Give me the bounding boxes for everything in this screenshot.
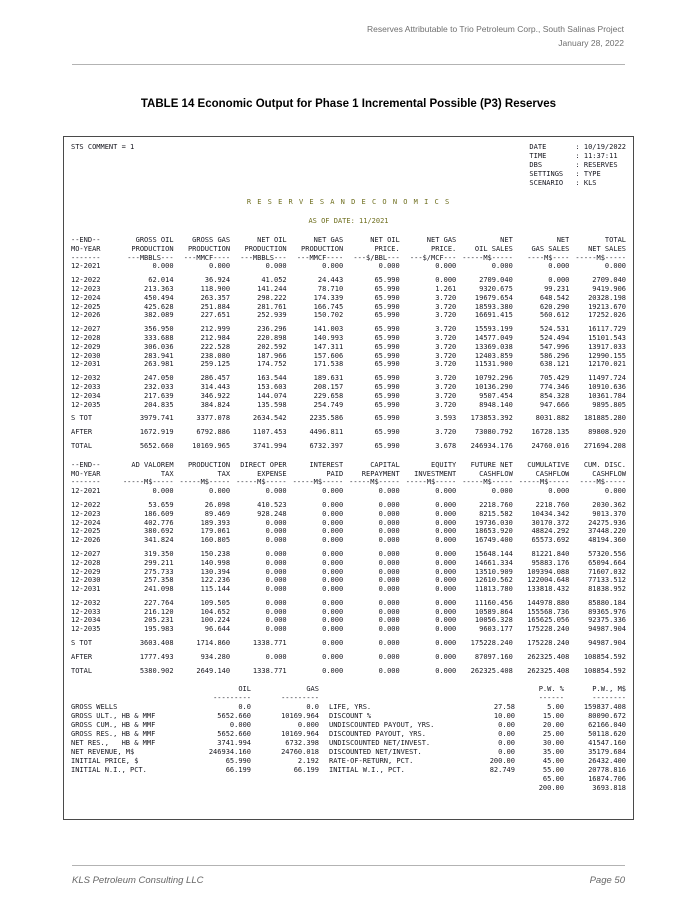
present-worth-dashes: ------ -------- (538, 694, 626, 703)
report-meta (529, 143, 626, 188)
metric-row: DISCOUNTED NET/INVEST. 0.00 (329, 748, 515, 757)
table-row: TOTAL 5652.660 10169.965 3741.994 6732.397 65.990 3.678 246934.176 24760.016 271694.208 (71, 441, 626, 450)
present-worth-header (522, 685, 626, 694)
column-header: EQUITY INVESTMENT -----M$----- (405, 460, 457, 487)
page-title: TABLE 14 Economic Output for Phase 1 Incremental Possible (P3) Reserves (140, 98, 557, 110)
table-row: 12-2028 299.211 140.998 0.000 0.000 0.000 0.000 14661.334 95883.176 65094.664 (71, 558, 626, 567)
metric-row: UNDISCOUNTED NET/INVEST. 0.00 (329, 739, 515, 748)
footer-company: KLS Petroleum Consulting LLC (72, 875, 204, 886)
column-header: GROSS OIL PRODUCTION ---MBBLS--- (127, 236, 174, 262)
meta-line: DATE : 10/19/2022 (529, 143, 626, 151)
table-row: 12-2032 247.050 286.457 163.544 189.631 65.990 3.720 10792.296 705.429 11497.724 (71, 374, 626, 383)
oil-column-header: OIL (238, 685, 251, 694)
table-row: 12-2024 402.776 189.393 0.000 0.000 0.000 0.000 19736.030 30170.372 24275.936 (71, 518, 626, 527)
meta-line: TIME : 11:37:11 (529, 152, 618, 160)
header-line-1: Reserves Attributable to Trio Petroleum Corp., South Salinas Project (366, 24, 624, 34)
present-worth-row: 20.00 62166.040 (542, 721, 626, 730)
table-row: 12-2026 382.089 227.651 252.939 150.702 65.990 3.720 16691.415 560.612 17252.026 (71, 311, 626, 320)
column-header: --END-- MO-YEAR ------- (71, 460, 101, 487)
column-header: NET OIL PRICE. ---$/BBL--- (353, 236, 400, 262)
present-worth-row: 15.00 80090.672 (542, 712, 626, 721)
table-row: S TOT 3979.741 3377.078 2634.542 2235.586 65.990 3.593 173853.392 8031.882 181885.280 (71, 414, 626, 423)
table-row: 12-2025 425.628 251.884 281.761 166.745 65.990 3.720 18593.380 620.290 19213.670 (71, 302, 626, 311)
column-header: INTEREST PAID -----M$----- (292, 460, 344, 487)
summary-metrics-table (329, 703, 515, 775)
present-worth-row: 65.00 16874.706 (542, 775, 626, 784)
table-row: 12-2035 204.835 384.824 135.598 254.749 65.990 3.720 8948.140 947.666 9895.805 (71, 400, 626, 409)
present-worth-row: 35.00 35179.684 (542, 748, 626, 757)
summary-metrics-block (329, 703, 515, 793)
table-row: 12-2027 319.350 150.238 0.000 0.000 0.000 0.000 15648.144 81221.840 57320.556 (71, 549, 626, 558)
gas-column-header: GAS (306, 685, 319, 694)
present-worth-row: 30.00 41547.160 (542, 739, 626, 748)
table-row: AFTER 1672.919 6792.886 1107.453 4496.811 65.990 3.720 73080.792 16728.135 89808.920 (71, 428, 626, 437)
footer-page-number: Page 50 (589, 875, 625, 886)
table-row: 12-2031 241.098 115.144 0.000 0.000 0.000 0.000 11813.780 133818.432 81838.952 (71, 585, 626, 594)
summary-oil-gas-table (71, 685, 319, 775)
metric-row: DISCOUNTED PAYOUT, YRS. 0.00 (329, 730, 515, 739)
column-header: TOTAL NET SALES -----M$----- (575, 236, 626, 262)
summary-oil-gas-dashes: --------- --------- (213, 694, 319, 703)
document-footer (72, 875, 625, 886)
summary-row: GROSS CUM., HB & MMF 0.000 0.000 (71, 721, 319, 730)
table-header-row (71, 461, 626, 487)
meta-line: SETTINGS : TYPE (529, 170, 601, 178)
column-header: --END-- MO-YEAR ------- (71, 236, 101, 262)
metric-row: UNDISCOUNTED PAYOUT, YRS. 0.00 (329, 721, 515, 730)
metric-row: RATE-OF-RETURN, PCT. 200.00 (329, 757, 515, 766)
column-header: CAPITAL REPAYMENT -----M$----- (349, 460, 400, 487)
header-line-2: January 28, 2022 (558, 38, 624, 48)
table-row: 12-2023 186.609 89.469 928.248 0.000 0.000 0.000 8215.582 10434.342 9013.370 (71, 509, 626, 518)
summary-row: INITIAL PRICE, $ 65.990 2.192 (71, 757, 319, 766)
present-worth-table (522, 685, 626, 793)
table-row: 12-2023 213.363 118.900 141.244 78.710 65.990 1.261 9320.675 99.231 9419.906 (71, 284, 626, 293)
table-row: 12-2034 217.639 346.922 144.074 229.658 65.990 3.720 9507.454 854.328 10361.784 (71, 391, 626, 400)
present-worth-row: 200.00 3693.818 (538, 784, 626, 793)
cashflow-table (71, 461, 626, 676)
table-row: 12-2022 53.659 26.098 410.523 0.000 0.000 0.000 2218.760 2218.760 2030.362 (71, 500, 626, 509)
column-header: DIRECT OPER EXPENSE -----M$----- (236, 460, 287, 487)
table-row: 12-2032 227.764 109.505 0.000 0.000 0.000 0.000 11160.456 144978.880 85880.184 (71, 598, 626, 607)
table-row: 12-2030 257.358 122.236 0.000 0.000 0.000 0.000 12610.562 122004.648 77133.512 (71, 576, 626, 585)
column-header: NET OIL PRODUCTION ---MBBLS--- (240, 236, 287, 262)
present-worth-row: 5.00 159837.408 (547, 703, 626, 712)
meta-line: DBS : RESERVES (529, 161, 618, 169)
report-heading: R E S E R V E S A N D E C O N O M I C S (246, 198, 451, 206)
column-header: PRODUCTION TAX -----M$----- (179, 460, 231, 487)
summary-section (71, 685, 626, 793)
summary-row: GROSS WELLS 0.0 0.0 (71, 703, 319, 712)
table-row: 12-2025 380.692 179.061 0.000 0.000 0.000 0.000 18653.920 48824.292 37448.220 (71, 527, 626, 536)
table-row: 12-2024 450.494 263.357 298.222 174.339 65.990 3.720 19679.654 648.542 20328.198 (71, 293, 626, 302)
meta-line: SCENARIO : KLS (529, 179, 597, 187)
table-row: 12-2035 195.983 96.644 0.000 0.000 0.000 0.000 9603.177 175228.240 94987.904 (71, 625, 626, 634)
sts-comment: STS COMMENT = 1 (71, 143, 135, 151)
summary-row: GROSS RES., HB & MMF 5652.660 10169.964 (71, 730, 319, 739)
summary-oil-gas-body (71, 703, 319, 775)
summary-row: NET RES., HB & MMF 3741.994 6732.398 (71, 739, 319, 748)
metric-row: LIFE, YRS. 27.58 (329, 703, 515, 712)
table-row: 12-2021 0.000 0.000 0.000 0.000 0.000 0.000 0.000 0.000 0.000 (71, 487, 626, 496)
column-header: NET GAS SALES ----M$---- (527, 236, 570, 262)
table-row: 12-2028 333.688 212.984 220.898 140.993 65.990 3.720 14577.049 524.494 15101.543 (71, 333, 626, 342)
summary-oil-gas-block (71, 685, 319, 793)
table-row: 12-2033 232.033 314.443 153.603 208.157 65.990 3.720 10136.290 774.346 10910.636 (71, 382, 626, 391)
table-row: TOTAL 5380.902 2649.140 1338.771 0.000 0.000 0.000 262325.408 262325.408 108854.592 (71, 666, 626, 675)
table-row: 12-2033 216.120 104.652 0.000 0.000 0.000 0.000 10589.864 155568.736 89365.976 (71, 607, 626, 616)
table-header-row (71, 236, 626, 262)
column-header: NET GAS PRICE. ---$/MCF--- (409, 236, 457, 262)
table-row: 12-2021 0.000 0.000 0.000 0.000 0.000 0.000 0.000 0.000 0.000 (71, 262, 626, 271)
metric-row: INITIAL W.I., PCT. 82.749 (329, 766, 515, 775)
table-row: 12-2022 62.014 36.924 41.052 24.443 65.990 0.000 2709.040 0.000 2709.040 (71, 276, 626, 285)
table-row: 12-2034 205.231 100.224 0.000 0.000 0.000 0.000 10056.328 165625.056 92375.336 (71, 616, 626, 625)
table-row: 12-2031 263.981 259.125 174.752 171.538 65.990 3.720 11531.900 638.121 12170.021 (71, 360, 626, 369)
column-header: FUTURE NET CASHFLOW -----M$----- (462, 460, 513, 487)
table-row: S TOT 3603.408 1714.860 1338.771 0.000 0.000 0.000 175228.240 175228.240 94987.904 (71, 639, 626, 648)
report-box (63, 136, 634, 820)
footer-divider (72, 865, 625, 866)
summary-metrics-body (329, 703, 515, 775)
summary-row: GROSS ULT., HB & MMF 5652.660 10169.964 (71, 712, 319, 721)
pw-value-header: P.W., M$ (592, 685, 626, 694)
summary-row: INITIAL N.I., PCT. 66.199 66.199 (71, 766, 319, 775)
column-header: NET OIL SALES -----M$----- (462, 236, 513, 262)
column-header: GROSS GAS PRODUCTION ---MMCF---- (183, 236, 231, 262)
header-divider (72, 64, 625, 65)
summary-row: NET REVENUE, M$ 246934.160 24760.018 (71, 748, 319, 757)
present-worth-row: 55.00 20778.816 (542, 766, 626, 775)
column-header: AD VALOREM TAX -----M$----- (122, 460, 174, 487)
pw-pct-header: P.W. % (538, 685, 564, 694)
document-header (367, 22, 624, 50)
table-row: 12-2029 275.733 130.394 0.000 0.000 0.000 0.000 13510.909 109394.088 71607.032 (71, 567, 626, 576)
metric-row: DISCOUNT % 10.00 (329, 712, 515, 721)
table-row: 12-2027 356.950 212.999 236.296 141.003 65.990 3.720 15593.199 524.531 16117.729 (71, 325, 626, 334)
table-row: 12-2026 341.824 160.805 0.000 0.000 0.000 0.000 16749.400 65573.692 48194.360 (71, 536, 626, 545)
production-sales-table (71, 236, 626, 451)
summary-oil-gas-header (71, 685, 319, 694)
table-row: 12-2030 283.941 238.080 187.966 157.606 65.990 3.720 12403.859 586.296 12990.155 (71, 351, 626, 360)
table-row: AFTER 1777.493 934.280 0.000 0.000 0.000 0.000 87097.160 262325.408 108854.592 (71, 652, 626, 661)
table-row: 12-2029 306.036 222.528 202.592 147.311 65.990 3.720 13369.038 547.996 13917.033 (71, 342, 626, 351)
present-worth-block (522, 685, 626, 793)
as-of-date: AS OF DATE: 11/2021 (308, 217, 389, 225)
present-worth-row: 45.00 26432.400 (542, 757, 626, 766)
column-header: CUM. DISC. CASHFLOW ----M$----- (579, 460, 626, 487)
column-header: CUMULATIVE CASHFLOW -----M$----- (518, 460, 570, 487)
column-header: NET GAS PRODUCTION ---MMCF---- (296, 236, 344, 262)
report-top-row (71, 143, 626, 188)
present-worth-row: 25.00 50118.620 (542, 730, 626, 739)
present-worth-body (522, 703, 626, 793)
